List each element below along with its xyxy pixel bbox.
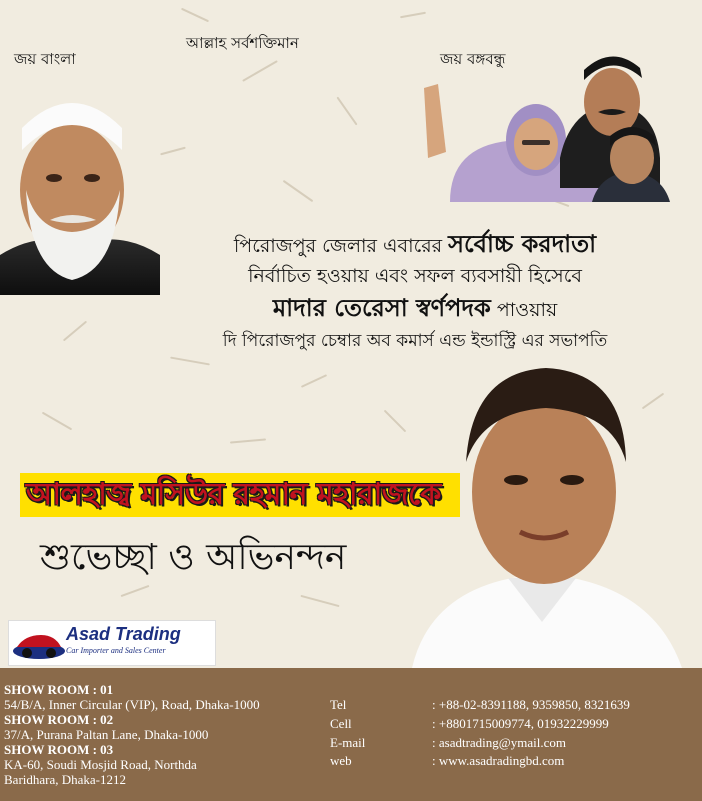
tagline-line-2: নির্বাচিত হওয়ায় এবং সফল ব্যবসায়ী হিসেবে: [248, 265, 582, 287]
tagline-line-1-prefix: পিরোজপুর জেলার এবারের: [233, 235, 449, 257]
showroom-1-title: SHOW ROOM : 01: [4, 682, 114, 697]
tagline-line-3-bold: মাদার তেরেসা স্বর্ণপদক: [272, 294, 491, 322]
tagline-line-1: [170, 226, 660, 266]
showroom-3-address-line-1: KA-60, Soudi Mosjid Road, Northda: [4, 757, 197, 772]
leaders-photo-collage: [420, 48, 678, 202]
showroom-2-address: 37/A, Purana Paltan Lane, Dhaka-1000: [4, 727, 209, 742]
footer: [0, 668, 702, 801]
showroom-3-address-line-2: Baridhara, Dhaka-1212: [4, 772, 127, 787]
cell-label: Cell: [330, 716, 352, 731]
tel-label: Tel: [330, 697, 347, 712]
showroom-1-address: 54/B/A, Inner Circular (VIP), Road, Dhaka-1000: [4, 697, 260, 712]
tagline-line-4: দি পিরোজপুর চেম্বার অব কমার্স এন্ড ইন্ডাস্ট্রি এর সভাপতি: [222, 331, 608, 351]
car-logo-icon: [11, 623, 67, 663]
tagline-line-3: [170, 290, 660, 330]
left-slogan: জয় বাংলা: [14, 50, 76, 68]
right-slogan: জয় বঙ্গবন্ধু: [440, 50, 506, 68]
showroom-2-title: SHOW ROOM : 02: [4, 712, 114, 727]
tagline-line-3-suffix: পাওয়ায়: [490, 299, 558, 321]
web-value: : www.asadradingbd.com: [432, 753, 565, 768]
tel-value: : +88-02-8391188, 9359850, 8321639: [432, 697, 630, 712]
email-label: E-mail: [330, 735, 366, 750]
logo-name: Asad Trading: [66, 624, 181, 644]
cell-value: : +8801715009774, 01932229999: [432, 716, 609, 731]
web-label: web: [330, 753, 352, 768]
honoree-name: আলহাজ্ব মসিউর রহমান মহারাজকে: [26, 477, 441, 512]
greeting: শুভেচ্ছা ও অভিনন্দন: [40, 537, 347, 578]
showroom-3-title: SHOW ROOM : 03: [4, 742, 114, 757]
center-slogan: আল্লাহ সর্বশক্তিমান: [186, 34, 299, 52]
elder-portrait: [0, 80, 160, 295]
tagline-line-1-bold: সর্বোচ্চ করদাতা: [448, 230, 597, 258]
logo-tagline: Car Importer and Sales Center: [66, 646, 166, 655]
email-value: : asadtrading@ymail.com: [432, 735, 566, 750]
